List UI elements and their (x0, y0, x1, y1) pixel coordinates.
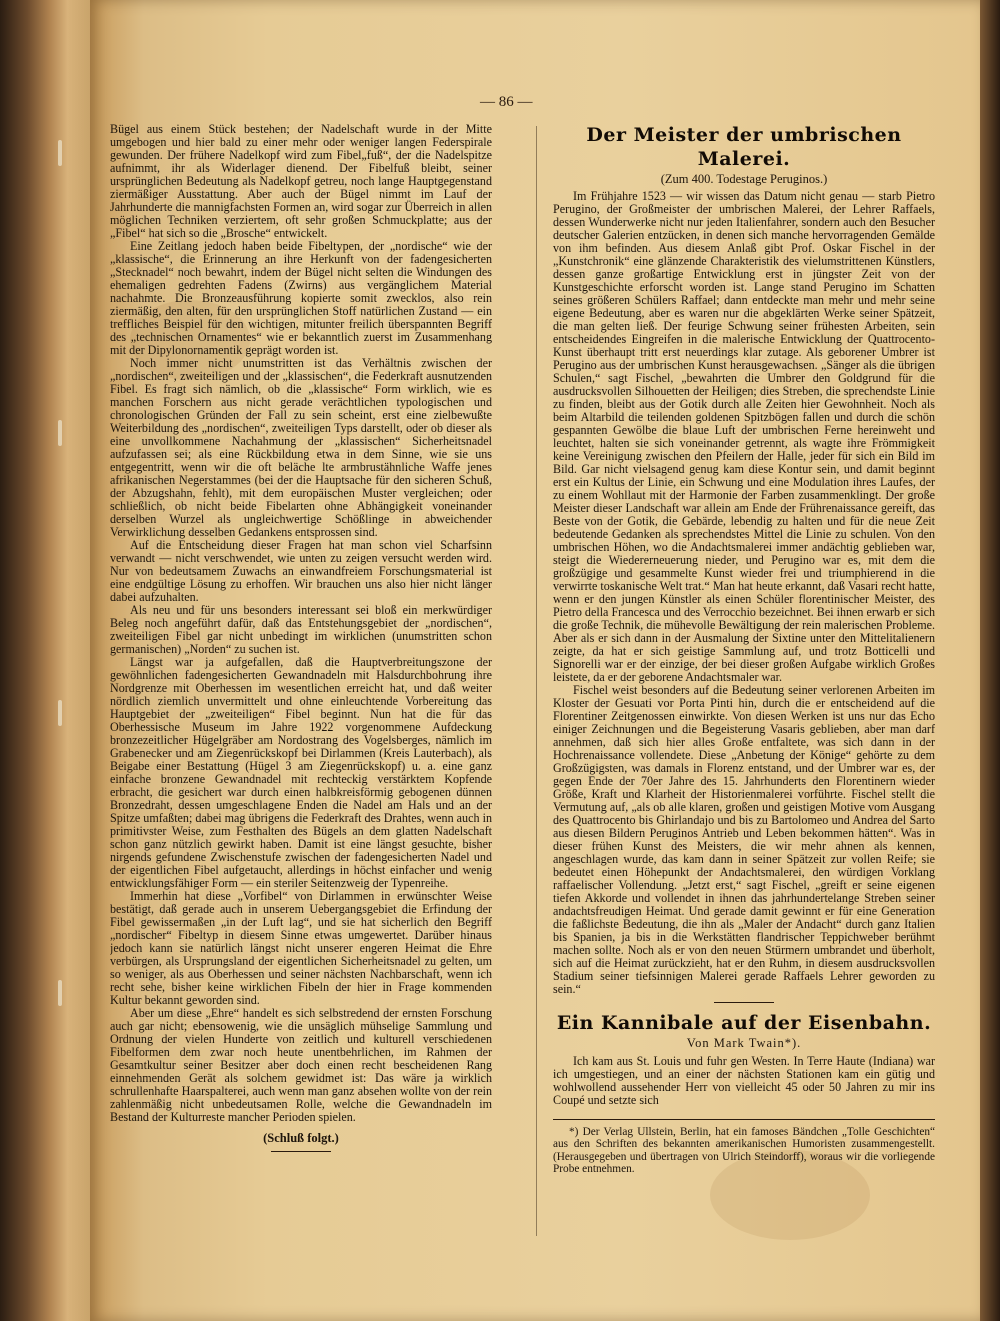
paragraph: Noch immer nicht unumstritten ist das Verhältnis zwischen der „nordischen“, zweiteiligen und der „klassischen“, die Federkraft ausnutzenden Fibel. Es fragt sich nämlich, ob die „klassische“ Form wirklich, wie es manchen Forschern aus nicht gerade verächtlichen typologischen und chronologischen Gründen der Fall zu sein scheint, erst eine zielbewußte Weiterbildung des „nordischen“, zweiteiligen Typs darstellt, oder ob dieser als eine unvollkommene Nachahmung der „klassischen“ Sicherheitsnadel aufzufassen sei; als eine Rückbildung etwa in dem Sinne, wie sie uns entgegentritt, wenn wir die oft beläche lte armbrustähnliche Waffe jenes afrikanischen Negerstammes (bei der die Hauptsache für den sicheren Schuß, der Abzugshahn, fehlt), mit dem europäischen Muster vergleichen; oder schließlich, ob nicht beide Fibelarten ohne Abhängigkeit voneinander derselben Wurzel als ungleichwertige Schößlinge in abweichender Verwirklichung desselben Gedankens entsprossen sind. (110, 356, 492, 539)
section-rule (714, 1002, 774, 1003)
paragraph: Längst war ja aufgefallen, daß die Hauptverbreitungszone der gewöhnlichen fadengesicherten Gewandnadeln mit Halsdurchbohrung ihre Nordgrenze mit Oberhessen im wesentlichen erreicht hat, und daß weiter nördlich ziemlich unvermittelt und ohne einleuchtende Vorbereitung das Hauptgebiet der „zweiteiligen“ Fibel beginnt. Nun hat die für das Oberhessische Museum im Jahre 1922 vorgenommene Aufdeckung bronzezeitlicher Hügelgräber am Nordostrang des Vogelsberges, nämlich im Grabenecker und am Ziegenrückskopf bei Dirlammen (Kreis Lauterbach), als Beigabe einer Bestattung (Hügel 3 am Ziegenrückskopf) u. a. eine ganz einfache bronzene Gewandnadel mit rechteckig verstärktem Kopfende erbracht, die gesichert war durch einen halbkreisförmig gebogenen dünnen Bronzedraht, dessen umgeschlagene Enden die Nadel am Hals und an der Spitze umfaßten; dabei mag übrigens die Federkraft des Drahtes, wenn auch in primitivster Weise, zum Festhalten des Bügels an dem glatten Nadelschaft schon ganz nützlich gewirkt haben. Damit ist eine längst gesuchte, bisher nirgends gefundene Zwischenstufe zwischen der fadengesicherten Nadel und der eigentlichen Fibel aufgetaucht, allerdings in höchst einfacher und wenig entwicklungsfähiger Form — ein steriler Seitenzweig der Typenreihe. (110, 655, 492, 890)
paragraph: Fischel weist besonders auf die Bedeutung seiner verlorenen Arbeiten im Kloster der Gesuati vor Porta Pinti hin, durch die er entscheidend auf die Florentiner Zeitgenossen einwirkte. Von diesen Werken ist uns nur das Echo einiger Zeichnungen und die Begeisterung Vasaris geblieben, aber man darf annehmen, daß sich hier alles Große entfaltete, was sich dann in der Hochrenaissance vollendete. Diese „Anbetung der Könige“ gehörte zu dem Großzügigsten, was damals in Florenz entstand, und der Umbrer war es, der gegen Ende der 70er Jahre des 15. Jahrhunderts den Florentinern wieder Größe, Kraft und Klarheit der Historienmalerei vorführte. Fischel stellt die Vermutung auf, „als ob alle klaren, großen und geistigen Motive vom Ausgang des Quattrocento bis Ghirlandajo und bis zu Bartolomeo und Andrea del Sarto aus diesen Bildern Peruginos Antrieb und Leben bekommen hätten“. Was in dieser frühen Kunst des Meisters, die wir mehr ahnen als kennen, angeschlagen wurde, das kam dann in seiner Spätzeit zur vollen Reife; sie bedeutet einen Höhepunkt der Andachtsmalerei, den würdigen Vorklang raffaelischer Vollendung. „Jetzt erst,“ sagt Fischel, „greift er seine eigenen tiefen Akkorde und vollendet in ihnen das jahrhundertelange Streben seiner andachtsfreudigen Heimat. Und gerade damit gewinnt er für eine Generation die faßlichste Bedeutung, die ihn als „Maler der Andacht“ durch ganz Italien bis Spanien, ja bis in die Werkstätten flandrischer Teppichweber berühmt machen sollte. Noch als er von den neuen Stürmern umbrandet und überholt, sich auf die Heimat zurückzieht, hat er den Ruhm, in diesem ausdrucksvollen Stadium seiner tiefsinnigen Malerei gerade Raffaels Lehrer geworden zu sein.“ (553, 683, 935, 996)
right-column (553, 123, 935, 1248)
article-headline: Ein Kannibale auf der Eisenbahn. (556, 1012, 932, 1034)
paragraph: Ich kam aus St. Louis und fuhr gen Westen. In Terre Haute (Indiana) war ich umgestiegen, und an einer der nächsten Stationen kam ein gütig und wohlwollend aussehender Herr von vielleicht 45 oder 50 Jahren zu mir ins Coupé und setzte sich (553, 1054, 935, 1107)
article-headline: Der Meister der umbrischen Malerei. (586, 124, 902, 170)
footnote-text: *) Der Verlag Ullstein, Berlin, hat ein famoses Bändchen „Tolle Geschichten“ aus den Schriften des bekannten amerikanischen Humoristen zusammengestellt. (Herausgegeben und übertragen von Ulrich Steindorff), woraus wir die vorliegende Probe entnehmen. (553, 1126, 935, 1176)
paragraph: Im Frühjahre 1523 — wir wissen das Datum nicht genau — starb Pietro Perugino, der Großmeister der umbrischen Malerei, der Lehrer Raffaels, dessen Wunderwerke nicht nur jeden Italienfahrer, sondern auch den Besucher deutscher Galerien entzücken, in denen sich manche hervorragenden Gemälde von ihm befinden. Aus diesem Anlaß gibt Prof. Oskar Fischel in der „Kunstchronik“ eine glänzende Charakteristik des vielumstrittenen Künstlers, dessen ganze großartige Entwicklung erst in jüngster Zeit von der Kunstgeschichte erforscht worden ist. Lange stand Perugino im Schatten seines größeren Schülers Raffael; dann entdeckte man mehr und mehr seine eigene Bedeutung, aber es waren nur die abgeklärten Werke seiner Spätzeit, die man gelten ließ. Der feurige Schwung seiner frühesten Arbeiten, sein entscheidendes Eingreifen in die malerische Entwicklung der Quattrocento-Kunst überhaupt tritt erst neuerdings klar zutage. Als geborener Umbrer ist Perugino aus der umbrischen Kunst herausgewachsen. „Sänger als die übrigen Schulen,“ sagt Fischel, „bewahrten die Umbrer den Goldgrund für die ausdrucksvollen Silhouetten der Heiligen; dies Streben, die sprechendste Linie zu finden, bleibt aus der Gotik durch alle Zeiten hier Gewohnheit. Noch als beim Altarbild die teilenden goldenen Spitzbögen fallen und durch die schön gespannten Gewölbe die blaue Luft der umbrischen Ferne hereinweht und leuchtet, halten sie sich voneinander getrennt, als wagte ihre Frömmigkeit keine Vereinigung zwischen den Pfeilern der Halle, jeder für sich ein Bild im Bild. Gar nicht vielsagend genug kam diese Kontur sein, und damit beginnt erst ein Kultus der Linie, ein Schwung und eine Modulation ihres Laufes, der zu einem Wohllaut mit der Harmonie der Farben zusammenklingt. Der große Meister dieser Landschaft war allein am Ende der Frührenaissance gereift, das Beste von der Gotik, die Gebärde, lebendig zu halten und für die neue Zeit bedeutende Gedanken als sprechendstes Mittel die Linie zu schulen. Von den umbrischen Höhen, wo die Andachtsmalerei immer andächtig geblieben war, steigt die Wiedererneuerung nieder, und Perugino war es, mit dem die großzügige und gesammelte Kunst wieder frei und triumphierend in die verwirrte toskanische Welt trat.“ Man hat heute erkannt, daß Vasari recht hatte, wenn er den jungen Künstler als einen Schüler florentinischer Meister, des Pietro della Francesca und des Verrocchio bezeichnet. Bei ihnen erwarb er sich die große Technik, die mühevolle Bewältigung der rein malerischen Probleme. Aber als er sich dann in der Ausmalung der Sixtine unter den Mittelitalienern zeigte, da hat er sich geistige Sammlung auf, und trotz Botticelli und Signorelli war er der einzige, der bei dieser großen Aufgabe wirklich Großes leistete, da er der geborene Andachtsmaler war. (553, 189, 935, 684)
paragraph: Als neu und für uns besonders interessant sei bloß ein merkwürdiger Beleg noch angeführt dafür, daß das Entstehungsgebiet der „nordischen“, zweiteiligen Fibel gar nicht unbedingt im wirklichen (unumstritten schon germanischen) „Norden“ zu suchen ist. (110, 603, 492, 656)
book-binding (0, 0, 90, 1321)
paragraph: Immerhin hat diese „Vorfibel“ von Dirlammen in erwünschter Weise bestätigt, daß gerade auch in unserem Uebergangsgebiet die Erfindung der Fibel gewissermaßen „in der Luft lag“, und sie hat sicherlich den Begriff „nordischer“ Fibeltyp in diesem Sinne etwas umgewertet. Darüber hinaus jedoch kann sie natürlich längst nicht unserer engeren Heimat die Ehre verbürgen, als Ursprungsland der eigentlichen Sicherheitsnadel zu gelten, um so weniger, als aus Oberhessen und seiner nächsten Nachbarschaft, wenn ich recht sehe, bisher keine wirklichen Fibeln der hier in Frage kommenden Kultur bekannt geworden sind. (110, 889, 492, 1007)
section-rule (271, 1151, 331, 1152)
continued-note: (Schluß folgt.) (263, 1131, 339, 1145)
article-subheadline: (Zum 400. Todestage Peruginos.) (660, 172, 828, 186)
paragraph: Aber um diese „Ehre“ handelt es sich selbstredend der ernsten Forschung auch gar nicht; ebensowenig, wie die unsäglich mühselige Sammlung und Ordnung der vielen Hunderte von zeitlich und kulturell verschiedenen Fibelformen dem zwar noch heute unentbehrlichen, im Rahmen der Gesamtkultur seiner Besitzer aber doch einen recht bescheidenen Rang einnehmenden Gerät als solchem gewidmet ist: Das wäre ja wirklich schrullenhafte Haarspalterei, auch wenn man ganz absehen wollte von der rein zahlenmäßig nicht unbedeutsamen Rolle, welche die Gewandnadeln im Bestand der Kulturreste mancher Perioden spielen. (110, 1006, 492, 1124)
page-number: — 86 — (480, 94, 533, 110)
footnote (553, 1119, 935, 1176)
column-divider (536, 126, 537, 1236)
paragraph: Eine Zeitlang jedoch haben beide Fibeltypen, der „nordische“ wie der „klassische“, die Erinnerung an ihre Herkunft von der fadengesicherten „Stecknadel“ noch bewahrt, indem der Bügel nicht selten die Windungen des ehemaligen gedrehten Fadens (Zwirns) aus vergänglichem Material nachahmte. Die Bronzeausführung kopierte somit zwecklos, also rein ziermäßig, den alten, für den ursprünglichen Stoff natürlichen Zustand — ein treffliches Beispiel für den wichtigen, mitunter freilich überspannten Begriff des „technischen Ornamentes“ wie er bekanntlich zuerst im Zusammenhang mit der Dipylonornamentik geprägt worden ist. (110, 239, 492, 357)
paragraph: Bügel aus einem Stück bestehen; der Nadelschaft wurde in der Mitte umgebogen und hier bald zu einer mehr oder weniger langen Federspirale gewunden. Der frühere Nadelkopf wird zum Fibel„fuß“, der die Nadelspitze aufnimmt, ihr als Widerlager dienend. Der Fibelfuß bleibt, seiner ursprünglichen Bedeutung als Nadelkopf getreu, noch lange Hauptgegenstand ziermäßiger Ausstattung. Aber auch der Bügel nimmt im Lauf der Jahrhunderte die mannigfachsten Formen an, wird sogar zur Überreich in allen möglichen Techniken verziertem, oft sehr großen Schmuckplatte; aus der „Fibel“ hat sich so die „Brosche“ entwickelt. (110, 123, 492, 240)
page-edge (980, 0, 1000, 1321)
paragraph: Auf die Entscheidung dieser Fragen hat man schon viel Scharfsinn verwandt — nicht verschwendet, wie unten zu zeigen versucht werden wird. Nur von bedeutsamem Zuwachs an einwandfreiem Forschungsmaterial ist eine endgültige Lösung zu erhoffen. Wir brauchen uns also hier nicht länger dabei aufzuhalten. (110, 538, 492, 604)
article-byline: Von Mark Twain*). (686, 1036, 802, 1050)
left-column (110, 123, 492, 1248)
